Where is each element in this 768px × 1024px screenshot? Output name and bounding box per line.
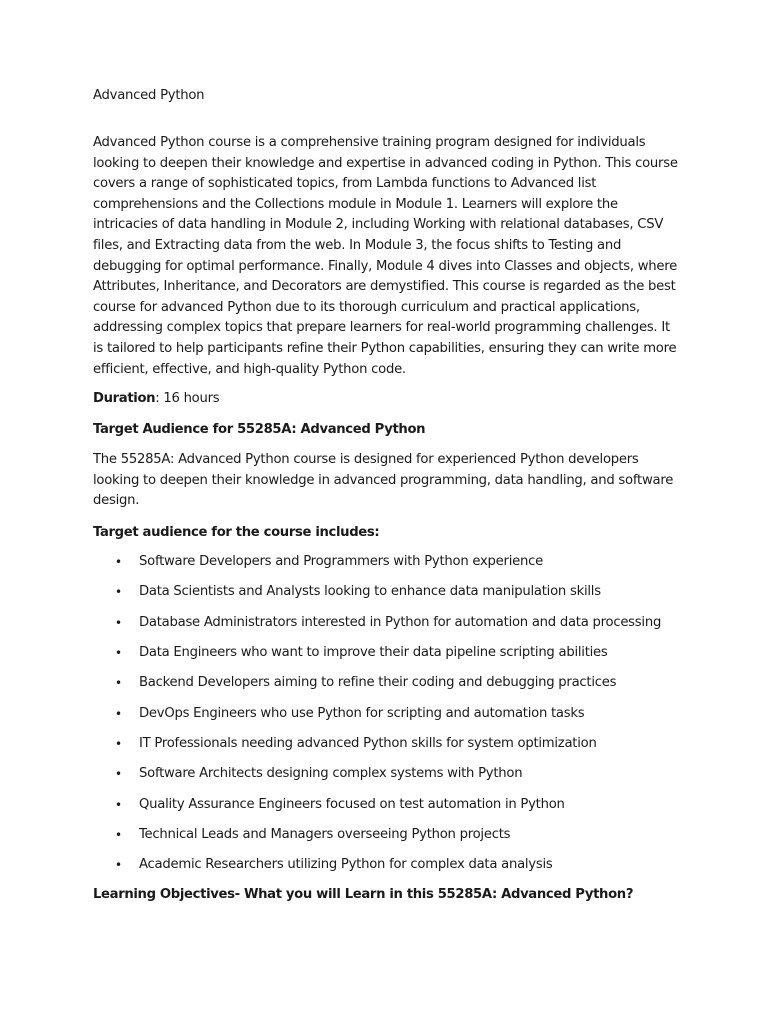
list-item-text: Academic Researchers utilizing Python for complex data analysis (139, 857, 553, 873)
audience-includes-heading: Target audience for the course includes: (93, 524, 380, 540)
list-item (93, 613, 683, 633)
bullet-icon: • (115, 706, 122, 721)
bullet-icon: • (115, 645, 122, 660)
duration-label: Duration (93, 391, 156, 407)
duration-value: : 16 hours (155, 391, 220, 407)
bullet-icon: • (115, 585, 122, 600)
bullet-icon: • (115, 797, 122, 812)
list-item-text: DevOps Engineers who use Python for scripting and automation tasks (139, 705, 585, 721)
list-item (93, 643, 683, 663)
bullet-icon: • (115, 615, 122, 630)
bullet-icon: • (115, 736, 122, 751)
bullet-icon: • (115, 554, 122, 569)
list-item-text: Quality Assurance Engineers focused on test automation in Python (139, 796, 565, 812)
bullet-icon: • (115, 858, 122, 873)
list-item-text: Data Scientists and Analysts looking to enhance data manipulation skills (139, 584, 601, 600)
duration-line (93, 389, 683, 409)
target-audience-paragraph: The 55285A: Advanced Python course is designed for experienced Python developers looking to deepen their knowledge in advanced programming, data handling, and software design. (93, 452, 674, 509)
list-item-text: Backend Developers aiming to refine their coding and debugging practices (139, 675, 617, 691)
intro-paragraph: Advanced Python course is a comprehensive training program designed for individuals looking to deepen their knowledge and expertise in advanced coding in Python. This course covers a range of sophisticated topics, from Lambda functions to Advanced list comprehensions and the Collections module in Module 1. Learners will explore the intricacies of data handling in Module 2, including Working with relational databases, CSV files, and Extracting data from the web. In Module 3, the focus shifts to Testing and debugging for optimal performance. Finally, Module 4 dives into Classes and objects, where Attributes, Inheritance, and Decorators are demystified. This course is regarded as the best course for advanced Python due to its thorough curriculum and practical applications, addressing complex topics that prepare learners for real-world programming challenges. It is tailored to help participants refine their Python capabilities, ensuring they can write more efficient, effective, and high-quality Python code. (93, 135, 678, 377)
list-item (93, 704, 683, 724)
list-item (93, 552, 683, 572)
bullet-icon: • (115, 676, 122, 691)
list-item (93, 855, 683, 875)
list-item (93, 673, 683, 693)
list-item-text: Database Administrators interested in Python for automation and data processing (139, 614, 662, 630)
list-item-text: Technical Leads and Managers overseeing Python projects (139, 827, 511, 842)
list-item (93, 764, 683, 784)
learning-objectives-heading: Learning Objectives- What you will Learn in this 55285A: Advanced Python? (93, 886, 634, 902)
list-item-text: IT Professionals needing advanced Python skills for system optimization (139, 735, 597, 751)
document-page (93, 86, 683, 905)
list-item (93, 582, 683, 602)
list-item-text: Data Engineers who want to improve their data pipeline scripting abilities (139, 644, 608, 660)
list-item-text: Software Developers and Programmers with Python experience (139, 553, 543, 569)
target-audience-heading: Target Audience for 55285A: Advanced Python (93, 422, 426, 438)
bullet-icon: • (115, 828, 122, 842)
bullet-icon: • (115, 767, 122, 782)
list-item (93, 734, 683, 754)
list-item (93, 795, 683, 815)
document-title: Advanced Python (93, 88, 205, 103)
list-item (93, 825, 683, 845)
audience-list (93, 552, 683, 875)
list-item-text: Software Architects designing complex systems with Python (139, 766, 523, 782)
